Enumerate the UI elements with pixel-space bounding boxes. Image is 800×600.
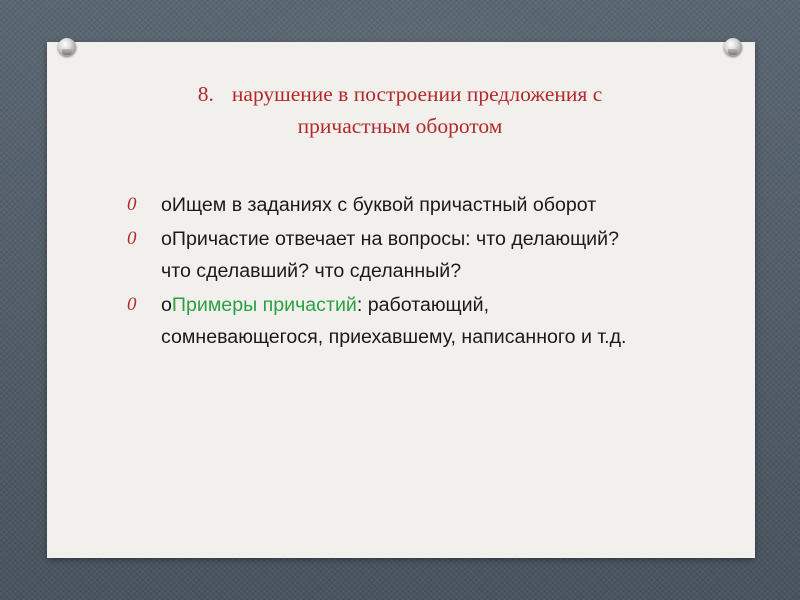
bullet-prefix: о [161, 294, 172, 316]
title-number: 8. [197, 82, 214, 106]
bullet-text: Причастие отвечает на вопросы: что делающий? что сделавший? что сделанный? [161, 228, 619, 282]
bullet-text: Ищем в заданиях с буквой причастный оборот [171, 194, 597, 216]
bullet-marker-icon: 0 [127, 194, 137, 215]
bullet-list [127, 189, 647, 355]
bullet-item [127, 289, 647, 353]
slide-title-line-1 [100, 78, 700, 110]
bullet-prefix: о [161, 194, 172, 216]
bullet-prefix: о [161, 228, 172, 250]
bullet-marker-icon: 0 [127, 228, 137, 249]
pin-icon-right [724, 38, 742, 56]
bullet-marker-icon: 0 [127, 294, 137, 315]
bullet-item [127, 223, 647, 287]
bullet-item [127, 189, 647, 221]
bullet-highlight: Примеры причастий [171, 294, 357, 316]
pin-icon-left [58, 38, 76, 56]
bullet-text: : работающий, сомневающегося, приехавшему, написанного и т.д. [161, 294, 627, 348]
slide-title [100, 78, 700, 142]
title-text-line-2: причастным оборотом [297, 114, 503, 138]
title-text-line-1: нарушение в построении предложения с [231, 82, 603, 106]
